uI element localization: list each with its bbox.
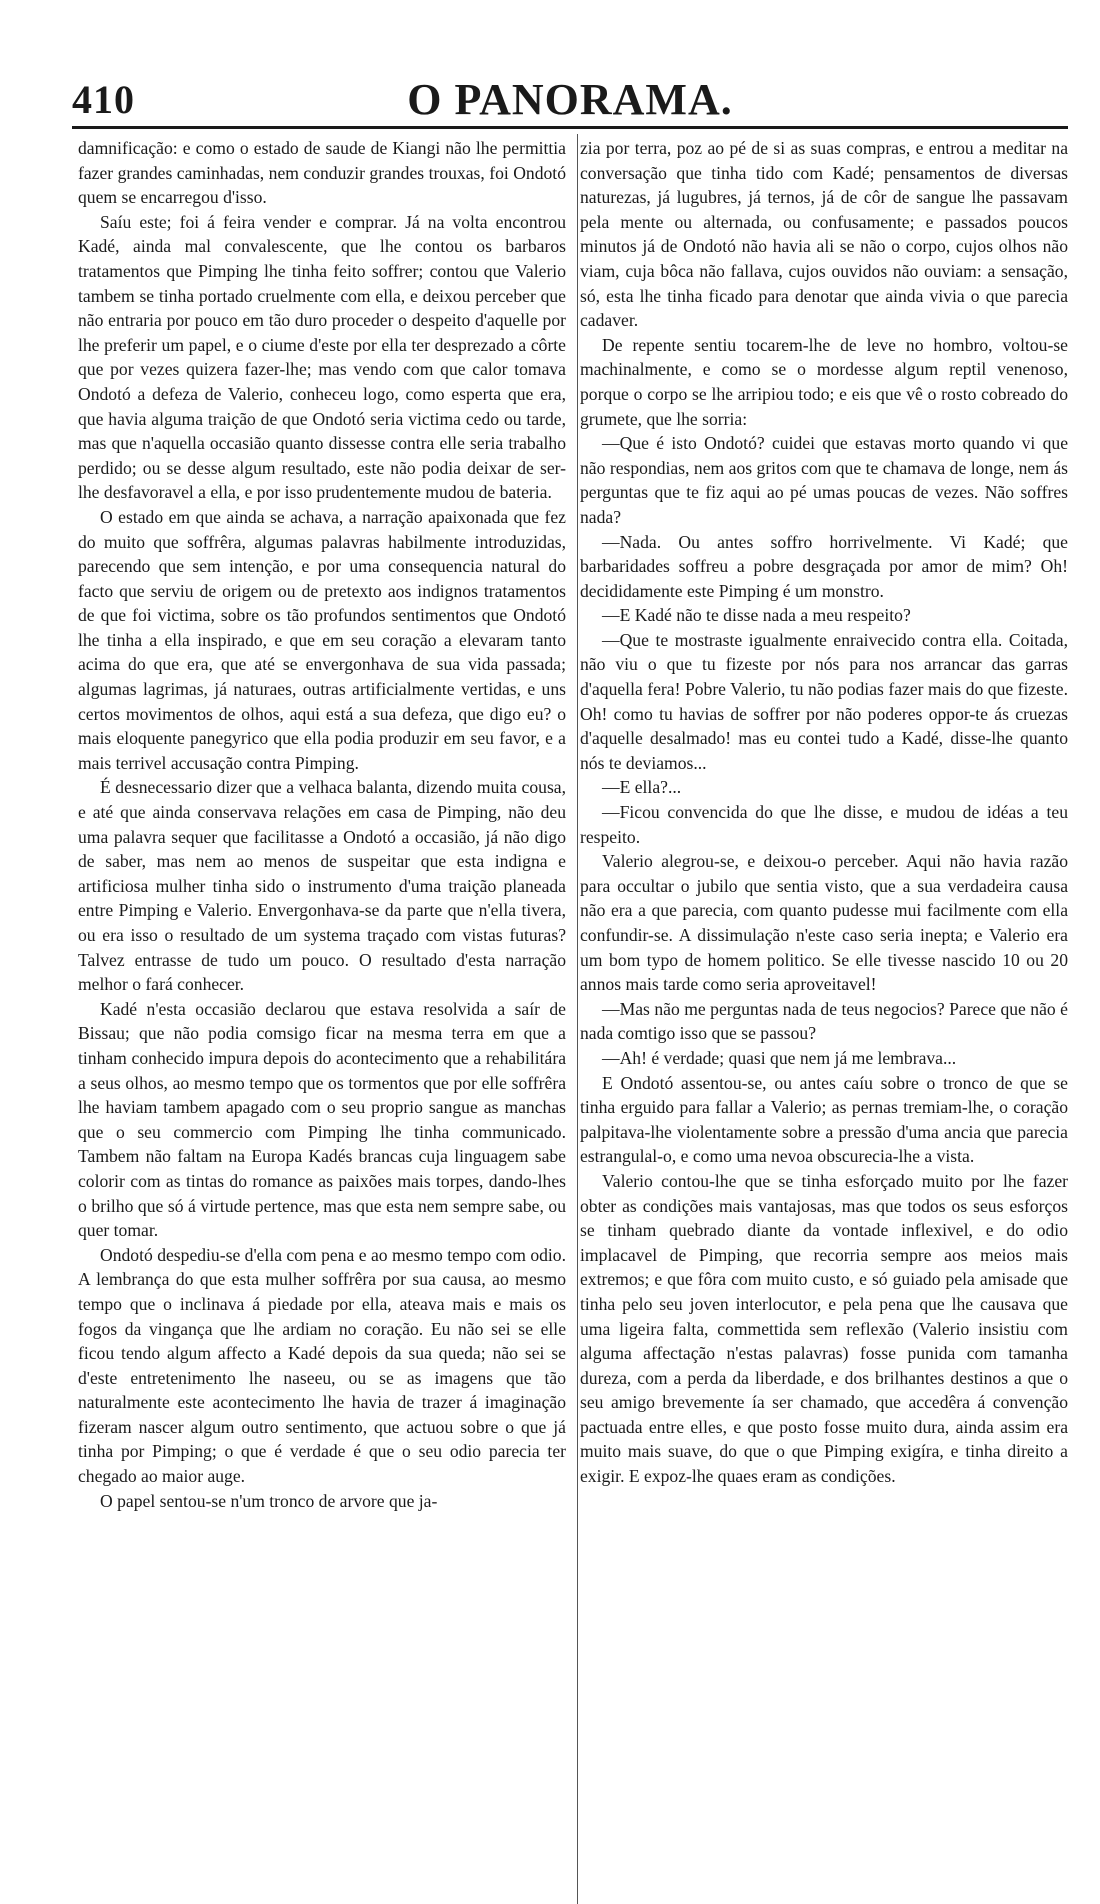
dialogue-line: —Que te mostraste igualmente enraivecido contra ella. Coitada, não viu o que tu fizeste por nós para nos arrancar das garras d'aquella fera! Pobre Valerio, tu não podias fazer mais do que fizeste. Oh! como tu havias de soffrer por não poderes oppor-te ás cruezas d'aquelle desalmado! mas eu contei tudo a Kadé, disse-lhe quanto nós te deviamos... [580,629,1068,773]
dialogue-line: —Mas não me perguntas nada de teus negocios? Parece que não é nada comtigo isso que se passou? [580,998,1068,1044]
journal-title: O PANORAMA. [407,75,733,124]
dialogue-line: —E Kadé não te disse nada a meu respeito? [602,605,911,626]
paragraph: O papel sentou-se n'um tronco de arvore que ja- [100,1490,438,1511]
paragraph: É desnecessario dizer que a velhaca balanta, dizendo muita cousa, e até que ainda conservava relações em casa de Pimping, não deu uma palavra sequer que facilitasse a Ondotó a occasião, já não digo de saber, mas nem ao menos de suspeitar que esta indigna e artificiosa mulher tinha sido o instrumento d'uma traição planeada entre Pimping e Valerio. Envergonhava-se da parte que n'ella tivera, ou era isso o resultado de um systema traçado com vistas futuras? Talvez entrasse de tudo um pouco. O resultado d'esta narração melhor o fará conhecer. [78,777,566,995]
left-column [78,136,566,1513]
page-number: 410 [72,77,135,122]
dialogue-line: —E ella?... [602,777,682,798]
page-header [72,74,1068,126]
paragraph: Valerio contou-lhe que se tinha esforçado muito por lhe fazer obter as condições mais vantajosas, mas que todos os seus esforços se tinham quebrado diante da vontade inflexivel, e do odio implacavel de Pimping, que recorria sempre aos meios mais extremos; e que fôra com muito custo, e só guiado pela amisade que tinha pelo seu joven interlocutor, e pela pena que lhe causava que uma ligeira falta, commettida sem reflexão (Valerio insistiu com alguma affectação n'estas palavras) fosse punida com tamanha dureza, com a perda da liberdade, e dos brilhantes destinos a que o seu amigo brevemente ía ser chamado, que accedêra á convenção pactuada entre elles, e que posto fosse muito dura, ainda assim era muito mais suave, do que o que Pimping exigíra, e tinha direito a exigir. E expoz-lhe quaes eram as condições. [580,1170,1068,1487]
header-rule [72,126,1068,129]
dialogue-line: —Ah! é verdade; quasi que nem já me lembrava... [602,1047,957,1068]
dialogue-line: —Nada. Ou antes soffro horrivelmente. Vi Kadé; que barbaridades soffreu a pobre desgraçada por amor de mim? Oh! decididamente este Pimping é um monstro. [580,531,1068,601]
paragraph: O estado em que ainda se achava, a narração apaixonada que fez do muito que soffrêra, algumas palavras habilmente introduzidas, parecendo que sem intenção, e por uma consequencia natural do facto que serviu de origem ou de pretexto aos indignos tratamentos de que foi victima, sobre os tão profundos sentimentos que Ondotó lhe tinha a ella inspirado, e que em seu coração a elevaram tanto acima do que era, que até se envergonhava de sua vida passada; algumas lagrimas, já naturaes, outras artificialmente vertidas, e uns certos movimentos de olhos, aqui está a sua defeza, que digo eu? o mais eloquente panegyrico que ella podia produzir em seu favor, e a mais terrivel accusação contra Pimping. [78,506,566,773]
paragraph: Valerio alegrou-se, e deixou-o perceber. Aqui não havia razão para occultar o jubilo que sentia visto, que a sua verdadeira causa não era a que parecia, com quanto pudesse mui facilmente com ella confundir-se. A dissimulação n'este caso seria inepta; e Valerio era um bom typo de homem politico. Se elle tivesse nascido 10 ou 20 annos mais tarde como seria aproveitavel! [580,851,1068,995]
dialogue-line: —Ficou convencida do que lhe disse, e mudou de idéas a teu respeito. [580,802,1068,847]
paragraph: E Ondotó assentou-se, ou antes caíu sobre o tronco de que se tinha erguido para fallar a Valerio; as pernas tremiam-lhe, o coração palpitava-lhe violentamente sobre a pressão d'uma ancia que parecia estrangulal-o, e como uma nevoa obscurecia-lhe a vista. [580,1072,1068,1167]
paragraph: zia por terra, poz ao pé de si as suas compras, e entrou a meditar na conversação que tinha tido com Kadé; pensamentos de diversas naturezas, já lugubres, já ternos, já de côr de sangue lhe passavam pela mente ou alternada, ou confusamente; e passados poucos minutos já de Ondotó não havia ali se não o corpo, cujos olhos não viam, cuja bôca não fallava, cujos ouvidos não ouviam: a sensação, só, esta lhe tinha ficado para denotar que ainda vivia o que parecia cadaver. [580,138,1068,331]
dialogue-line: —Que é isto Ondotó? cuidei que estavas morto quando vi que não respondias, nem aos gritos com que te chamava de longe, nem ás perguntas que te fiz aqui ao pé umas poucas de vezes. Não soffres nada? [580,433,1068,527]
paragraph: Ondotó despediu-se d'ella com pena e ao mesmo tempo com odio. A lembrança do que esta mulher soffrêra por sua causa, ao mesmo tempo que o inclinava á piedade por ella, ateava mais e mais os fogos da vingança que lhe ardiam no coração. Eu não sei se elle ficou tendo algum affecto a Kadé depois da sua queda; não sei se d'este entretenimento lhe naseeu, ou se as imagens que tão naturalmente este acontecimento lhe havia de trazer á imaginação fizeram nascer algum outro sentimento, que actuou sobre o que já tinha por Pimping; o que é verdade é que o seu odio parecia ter chegado ao maior auge. [78,1244,566,1487]
paragraph: Kadé n'esta occasião declarou que estava resolvida a saír de Bissau; que não podia comsigo ficar na mesma terra em que a tinham conhecido impura depois do acontecimento que a rehabilitára a seus olhos, ao mesmo tempo que os tormentos que por elle soffrêra lhe haviam tambem apagado com o seu proprio sangue as manchas que o seu commercio com Pimping lhe tinha communicado. Tambem não faltam na Europa Kadés brancas cuja linguagem sabe colorir com as tintas do romance as paixões mais torpes, dando-lhes o brilho que só á virtude pertence, mas que esta nem sempre sabe, ou quer tomar. [78,998,566,1241]
paragraph: Saíu este; foi á feira vender e comprar. Já na volta encontrou Kadé, ainda mal convalescente, que lhe contou os barbaros tratamentos que Pimping lhe tinha feito soffrer; contou que Valerio tambem se tinha portado cruelmente com ella, e deixou perceber que não entraria por pouco em tão duro proceder o despeito d'aquelle por lhe preferir um papel, e o ciume d'este por ella ter desprezado a côrte que por vezes quizera fazer-lhe; mas vendo com que calor tomava Ondotó a defeza de Valerio, conheceu logo, como esperta que era, que havia alguma traição de que Ondotó seria victima cedo ou tarde, mas que n'aquella occasião quanto dissesse contra elle seria trabalho perdido; ou se desse algum resultado, este não podia deixar de ser-lhe desfavoravel a ella, e por isso prudentemente mudou de bateria. [78,211,566,503]
paragraph: De repente sentiu tocarem-lhe de leve no hombro, voltou-se machinalmente, e como se o mordesse algum reptil venenoso, porque o corpo se lhe arripiou todo; e eis que vê o rosto cobreado do grumete, que lhe sorria: [580,334,1068,429]
right-column [580,136,1068,1489]
paragraph: damnificação: e como o estado de saude de Kiangi não lhe permittia fazer grandes caminhadas, nem conduzir grandes trouxas, foi Ondotó quem se encarregou d'isso. [78,138,566,208]
column-divider [577,134,578,1904]
